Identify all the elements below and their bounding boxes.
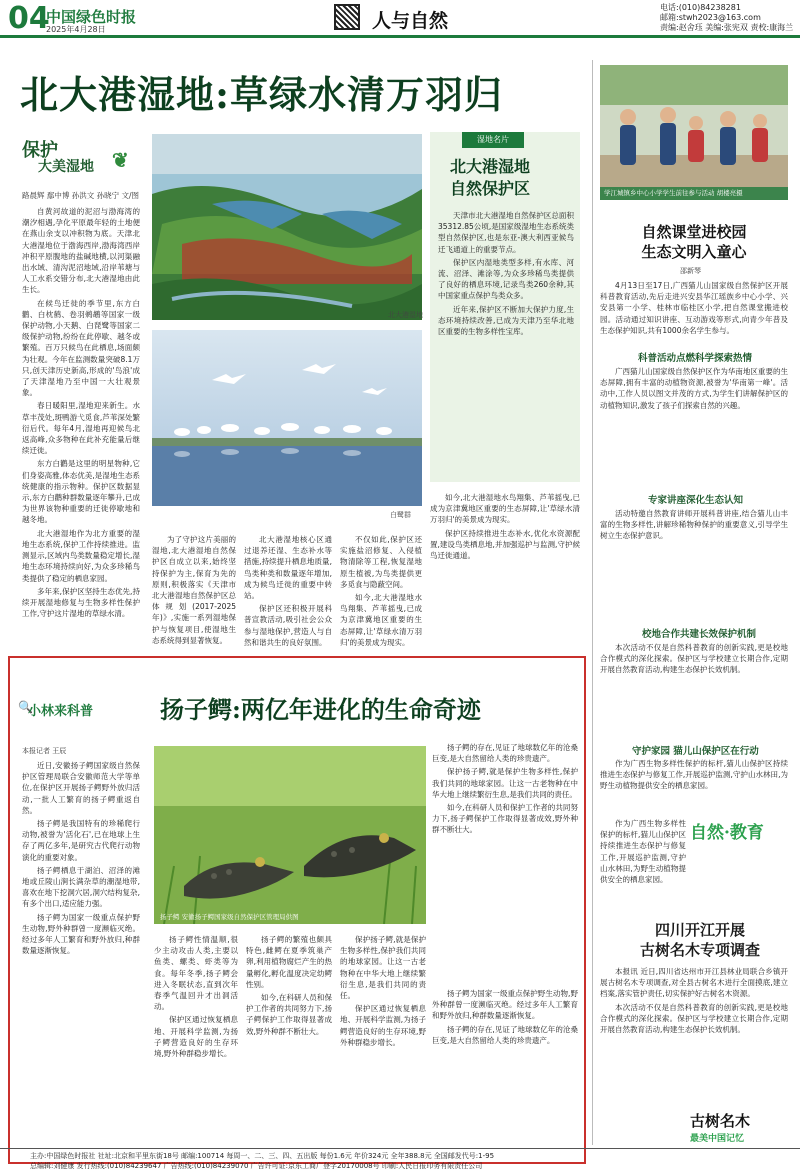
headline-line: 生态文明入童心 — [641, 243, 747, 261]
paragraph: 扬子鳄的繁殖也颇具特色,雌鳄在夏季筑巢产卵,利用植物腐烂产生的热量孵化,孵化温度决定幼鳄性别。 — [246, 935, 332, 989]
nature-education-badge: 自然·教育 — [690, 823, 764, 843]
badge-title: 古树名木 — [690, 1112, 751, 1130]
feature-column-tag: 小林来科普 — [28, 704, 94, 719]
paragraph: 北大港湿地作为北方重要的湿地生态系统,保护工作持续推进。监测显示,区域内鸟类数量稳定增长,湿地生态环境持续向好,为众多珍稀鸟类提供了稳定的栖息家园。 — [22, 528, 140, 583]
alligator-photo — [154, 746, 426, 924]
paragraph: 保护扬子鳄,就是保护生物多样性,保护我们共同的地球家园。让这一古老物种在中华大地上继续繁衍生息,是我们共同的责任。 — [432, 767, 578, 799]
paragraph: 作为广西生物多样性保护的标杆,猫儿山保护区持续推进生态保护与修复工作,开展巡护监测,守护山水林田,为野生动植物提供安全的栖息家园。 — [600, 819, 686, 885]
reserve-box-body — [438, 210, 574, 476]
page-header — [0, 0, 800, 38]
article-headline — [610, 920, 790, 960]
egrets-photo — [152, 330, 422, 506]
photo-caption: 学江城镇乡中心小学学生前往参与活动 胡楼亮摄 — [604, 189, 743, 197]
paragraph: 扬子鳄栖息于湖泊、沼泽的滩地或丘陵山涧长满杂草的潮湿地带,喜欢在地下挖洞穴居,洞穴结构复杂,有多个出口,适应能力强。 — [22, 865, 140, 909]
subheading: 专家讲座深化生态认知 — [648, 495, 744, 506]
photo-caption: 扬子鳄 安徽扬子鳄国家级自然保护区管理局供图 — [160, 913, 299, 921]
feature-column-1 — [22, 760, 140, 1156]
feature-column-2a — [154, 934, 238, 1156]
article-column-3 — [244, 534, 332, 646]
paragraph: 扬子鳄为国家一级重点保护野生动物,野外种群曾一度濒临灭绝。经过多年人工繁育和野外放归,种群数量逐渐恢复。 — [432, 989, 578, 1021]
reserve-box-title-line: 北大港湿地 — [450, 157, 531, 176]
qr-code-icon — [334, 4, 360, 30]
newspaper-name: 中国绿色时报 — [46, 8, 137, 26]
reserve-box-tag: 湿地名片 — [462, 132, 524, 148]
paragraph: 如今,北大港湿地水鸟翔集、芦苇摇曳,已成为京津冀地区重要的生态屏障,让'草绿水清万羽归'的美景成为现实。 — [340, 593, 422, 646]
paragraph: 保护区通过恢复栖息地、开展科学监测,为扬子鳄营造良好的生存环境,野外种群稳步增长。 — [340, 1004, 426, 1047]
page-footer — [0, 1148, 800, 1171]
article-section-body — [600, 508, 788, 608]
article-author: 邵新琴 — [680, 267, 701, 275]
paragraph: 为了守护这片美丽的湿地,北大港湿地自然保护区自成立以来,始终坚持保护为主,保育为先的原则,积极落实《天津市北大港湿地自然保护区总体规划(2017-2025年)》,实施一系列湿地保护与恢复项目,使湿地生态系统得到显著恢复。 — [152, 535, 236, 645]
issue-date: 2025年4月28日 — [46, 25, 106, 34]
paragraph: 扬子鳄的存在,见证了地球数亿年的沧桑巨变,是大自然留给人类的珍贵遗产。 — [432, 1024, 578, 1045]
paragraph: 保护区内湿地类型多样,有水库、河流、沼泽、滩涂等,为众多珍稀鸟类提供了良好的栖息环境,记录鸟类260余种,其中国家重点保护鸟类众多。 — [438, 257, 574, 301]
column-logo-line1: 保护 — [22, 140, 58, 161]
reserve-box-title-line: 自然保护区 — [450, 179, 531, 198]
paragraph: 作为广西生物多样性保护的标杆,猫儿山保护区持续推进生态保护与修复工作,开展巡护监测,守护山水林田,为野生动植物提供安全的栖息家园。 — [600, 759, 788, 791]
feature-author: 本报记者 王辰 — [22, 747, 67, 755]
page-number: 04 — [8, 1, 50, 36]
paragraph: 如今,北大港湿地水鸟翔集、芦苇摇曳,已成为京津冀地区重要的生态屏障,让'草绿水清万羽归'的美景成为现实。 — [430, 493, 580, 525]
paragraph: 保护区持续推进生态补水,优化水资源配置,建设鸟类栖息地,并加强巡护与监测,守护候鸟迁徙通道。 — [430, 528, 580, 561]
paragraph: 保护扬子鳄,就是保护生物多样性,保护我们共同的地球家园。让这一古老物种在中华大地上继续繁衍生息,是我们共同的责任。 — [340, 935, 426, 1001]
article-byline: 路晨辉 鄢中博 孙洪文 孙晓宁 文/图 — [22, 191, 140, 200]
column-divider — [592, 60, 593, 1145]
paragraph: 扬子鳄是我国特有的珍稀爬行动物,被誉为'活化石',已在地球上生存了两亿多年,是研究古代爬行动物演化的重要对象。 — [22, 819, 140, 862]
footer-line: 主办:中国绿色时报社 社址:北京和平里东街18号 邮编:100714 每周一、二、三、四、五出版 每份1.6元 年价324元 全年388.8元 全国邮发代号:1-95 — [30, 1152, 495, 1160]
badge-subtitle: 最美中国记忆 — [690, 1134, 745, 1144]
paragraph: 如今,在科研人员和保护工作者的共同努力下,扬子鳄保护工作取得显著成效,野外种群不断壮大。 — [246, 993, 332, 1036]
contact-line: 电话:(010)84238281 — [660, 3, 741, 12]
paragraph: 近日,安徽扬子鳄国家级自然保护区管理局联合安徽师范大学等单位,在保护区开展扬子鳄野外放归活动,一批人工繁育的扬子鳄重返自然。 — [22, 761, 140, 815]
footer-line: 总编辑:刘健康 发行热线:(010)84239647 广告热线:(010)84239070 广告许可证:京东工商广登字20170008号 印刷:人民日报印务有限责任公司 — [30, 1162, 483, 1170]
leaf-icon: ❦ — [112, 148, 129, 172]
headline-line: 古树名木专项调查 — [639, 941, 760, 959]
feature-column-2b — [246, 934, 332, 1156]
headline-line: 四川开江开展 — [654, 921, 745, 939]
section-title: 人与自然 — [372, 10, 449, 32]
paragraph: 近年来,保护区不断加大保护力度,生态环境持续改善,已成为天津乃至华北地区重要的生物多样性宝库。 — [438, 304, 574, 337]
paragraph: 不仅如此,保护区还实施盐沼修复、入侵植物清除等工程,恢复湿地原生植被,为鸟类提供更多觅食与隐蔽空间。 — [340, 535, 422, 589]
reserve-box-title — [450, 156, 530, 200]
photo-caption: 白鹭群 — [390, 511, 411, 519]
subheading: 校地合作共建长效保护机制 — [642, 629, 757, 640]
contact-line: 邮箱:stwh2023@163.com — [660, 13, 761, 22]
article-section-body — [600, 366, 788, 414]
paragraph: 活动特邀自然教育讲师开展科普讲座,结合猫儿山丰富的生物多样性,讲解珍稀物种保护的重要意义,引导学生树立生态保护意识。 — [600, 509, 788, 541]
paragraph: 保护区还积极开展科普宣教活动,吸引社会公众参与湿地保护,营造人与自然和谐共生的良好氛围。 — [244, 604, 332, 646]
ancient-tree-badge — [690, 1110, 750, 1144]
paragraph: 4月13日至17日,广西猫儿山国家级自然保护区开展科普教育活动,先后走进兴安县华江瑶族乡中心小学、兴安县第一小学、桂林市临桂区小学,把自然课堂搬进校园。活动通过知识讲座、互动游戏等形式,向青少年普及生态保护知识,共有1000余名学生参与。 — [600, 281, 788, 335]
contact-line: 责编:赵舍珏 美编:张宪双 责校:康海兰 — [660, 23, 794, 32]
column-logo-line2: 大美湿地 — [38, 159, 94, 175]
headline-line: 自然课堂进校园 — [641, 223, 747, 241]
article-section-body — [600, 818, 686, 914]
article-intro — [600, 280, 788, 340]
school-activity-photo — [600, 65, 788, 200]
paragraph: 如今,在科研人员和保护工作者的共同努力下,扬子鳄保护工作取得显著成效,野外种群不断壮大。 — [432, 803, 578, 835]
paragraph: 保护区通过恢复栖息地、开展科学监测,为扬子鳄营造良好的生存环境,野外种群稳步增长。 — [154, 1015, 238, 1059]
main-headline: 北大港湿地:草绿水清万羽归 — [20, 72, 504, 117]
article-column-1 — [22, 206, 140, 636]
article-headline — [600, 222, 788, 262]
paragraph: 广西猫儿山国家级自然保护区作为华南地区重要的生态屏障,拥有丰富的动植物资源,被誉为'华南第一峰'。活动中,工作人员以图文并茂的方式,为学生们讲解保护区的动植物知识,激发了孩子们探索自然的兴趣。 — [600, 367, 788, 410]
article-column-5 — [430, 492, 580, 646]
paragraph: 本报讯 近日,四川省达州市开江县林业局联合乡镇开展古树名木专项调查,对全县古树名木进行全面摸底,建立档案,落实管护责任,切实保护好古树名木资源。 — [600, 967, 788, 999]
column-logo — [22, 136, 132, 176]
paragraph: 天津市北大港湿地自然保护区总面积35312.85公顷,是国家级湿地生态系统类型自然保护区,也是东亚-澳大利西亚候鸟迁飞通道上的重要节点。 — [438, 211, 574, 254]
article-column-4 — [340, 534, 422, 646]
paragraph: 扬子鳄为国家一级重点保护野生动物,野外种群曾一度濒临灭绝。经过多年人工繁育和野外放归,种群数量逐渐恢复。 — [22, 912, 140, 956]
article-section-body — [600, 758, 788, 814]
paragraph: 春日暖阳里,湿地迎来新生。水草丰茂处,斑鸭游弋觅食,芦苇深处繁衍后代。每年4月,湿地再迎候鸟北返高峰,众多物种在此补充能量后继续迁徙。 — [22, 401, 140, 456]
article-section-body — [600, 642, 788, 728]
feature-column-4 — [432, 742, 578, 982]
photo-caption: 北大港湿地 — [388, 311, 423, 319]
paragraph: 本次活动不仅是自然科普教育的创新实践,更是校地合作模式的深化探索。保护区与学校建立长期合作,定期开展自然教育活动,构建生态保护长效机制。 — [600, 1002, 788, 1035]
article-column-2 — [152, 534, 236, 646]
paragraph: 在候鸟迁徙的季节里,东方白鹳、白枕鹤、卷羽鹈鹕等国家一级保护动物,小天鹅、白琵鹭等国家二级保护动物,纷纷在此停歇、越冬或繁殖。百万只候鸟在此栖息,场面颇为壮观。今年在监测数量突破8.1万只,创天津历史新高,形成的'鸟浪'成了天津湿地乃至中国一大壮观景象。 — [22, 298, 140, 398]
paragraph: 扬子鳄的存在,见证了地球数亿年的沧桑巨变,是大自然留给人类的珍贵遗产。 — [432, 743, 578, 764]
paragraph: 多年来,保护区坚持生态优先,持续开展湿地修复与生物多样性保护工作,守护这片湿地的草绿水清。 — [22, 586, 140, 619]
subheading: 守护家园 猫儿山保护区在行动 — [632, 746, 759, 757]
feature-column-3 — [340, 934, 426, 1156]
paragraph: 自黄河故道的泥沼与渤海湾的潮汐相遇,孕化平原最年轻的土地便在燕山余支以冲积物为底。天津北大港湿地位于渤海西岸,渤海湾西岸冲积平原腹地的盐碱地横,以河渠融出水域、清沟泥沼地域,沿岸苇塘与人工水系交错分布,北大港湿地由此生长。 — [22, 207, 140, 295]
feature-title: 扬子鳄:两亿年进化的生命奇迹 — [160, 695, 481, 724]
paragraph: 东方白鹳是这里的明星物种,它们身姿高雅,体态优美,是湿地生态系统健康的指示物种。保护区数据显示,东方白鹳种群数量逐年攀升,已成为世界该物种重要的迁徙停歇地和越冬地。 — [22, 459, 140, 525]
feature-column-5 — [432, 988, 578, 1156]
magnifier-icon: 🔍 — [18, 700, 33, 714]
paragraph: 本次活动不仅是自然科普教育的创新实践,更是校地合作模式的深化探索。保护区与学校建立长期合作,定期开展自然教育活动,构建生态保护长效机制。 — [600, 643, 788, 675]
paragraph: 扬子鳄性情温顺,很少主动攻击人类,主要以鱼类、螺类、虾类等为食。每年冬季,扬子鳄会进入冬眠状态,直到次年春季气温回升才出洞活动。 — [154, 935, 238, 1012]
wetland-aerial-photo — [152, 134, 422, 320]
subheading: 科普活动点燃科学探索热情 — [638, 353, 753, 364]
contact-info — [660, 3, 793, 33]
paragraph: 北大港湿地核心区通过退养还湿、生态补水等措施,持续提升栖息地质量,鸟类种类和数量逐年增加,成为候鸟迁徙的重要中转站。 — [244, 535, 332, 601]
